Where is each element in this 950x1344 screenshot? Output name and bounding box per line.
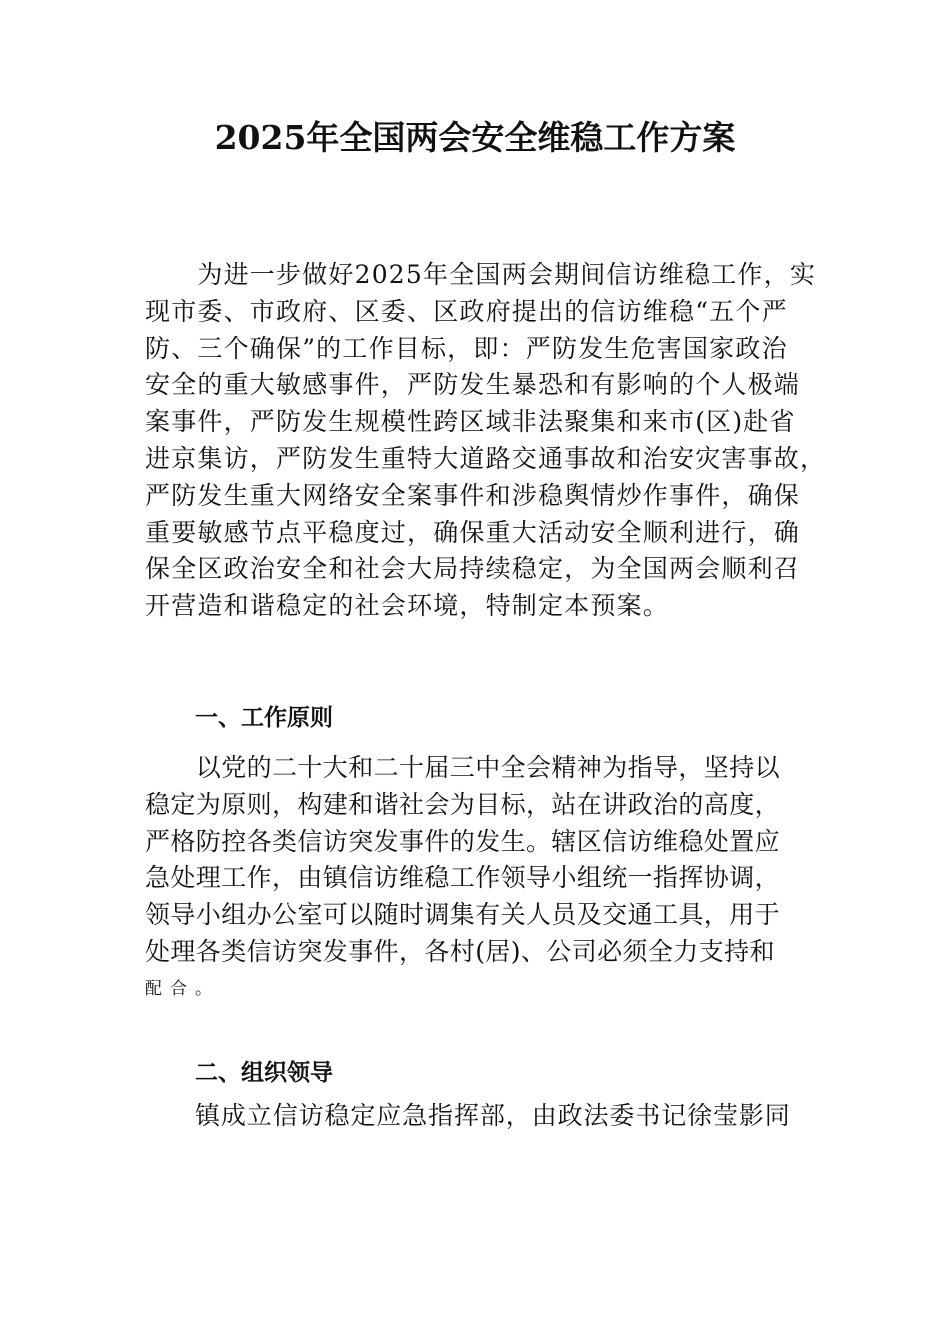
- section-heading-leadership: 二、组织领导: [195, 1060, 333, 1086]
- leadership-paragraph: [195, 1098, 835, 1135]
- intro-line: 开营造和谐稳定的社会环境，特制定本预案。: [145, 591, 670, 621]
- principles-paragraph: [145, 750, 815, 1008]
- principles-line: 领导小组办公室可以随时调集有关人员及交通工具，用于: [145, 900, 781, 930]
- section-heading-principles: 一、工作原则: [195, 705, 333, 731]
- principles-line: 严格防控各类信访突发事件的发生。辖区信访维稳处置应: [145, 826, 781, 856]
- principles-line: 配合。: [145, 978, 220, 999]
- principles-line: 稳定为原则，构建和谐社会为目标，站在讲政治的高度，: [145, 789, 781, 819]
- intro-line: 为进一步做好2025年全国两会期间信访维稳工作，实: [145, 260, 817, 289]
- intro-line: 防、三个确保”的工作目标，即：严防发生危害国家政治: [145, 333, 788, 363]
- principles-line: 急处理工作，由镇信访维稳工作领导小组统一指挥协调，: [145, 863, 781, 893]
- intro-line: 重要敏感节点平稳度过，确保重大活动安全顺利进行，确: [145, 517, 801, 547]
- principles-line: 以党的二十大和二十届三中全会精神为指导，坚持以: [145, 753, 781, 782]
- intro-line: 案事件，严防发生规模性跨区域非法聚集和来市(区)赴省: [145, 407, 796, 437]
- principles-line: 处理各类信访突发事件，各村(居)、公司必须全力支持和: [145, 936, 775, 966]
- intro-line: 现市委、市政府、区委、区政府提出的信访维稳“五个严: [145, 296, 788, 326]
- intro-line: 严防发生重大网络安全案事件和涉稳舆情炒作事件，确保: [145, 480, 801, 510]
- intro-line: 保全区政治安全和社会大局持续稳定，为全国两会顺利召: [145, 554, 801, 584]
- intro-line: 安全的重大敏感事件，严防发生暴恐和有影响的个人极端: [145, 370, 801, 400]
- intro-paragraph: [145, 257, 829, 625]
- intro-line: 进京集访，严防发生重特大道路交通事故和治安灾害事故，: [145, 443, 827, 473]
- leadership-line: 镇成立信访稳定应急指挥部，由政法委书记徐莹影同: [195, 1101, 791, 1130]
- document-title: 2025年全国两会安全维稳工作方案: [214, 118, 736, 157]
